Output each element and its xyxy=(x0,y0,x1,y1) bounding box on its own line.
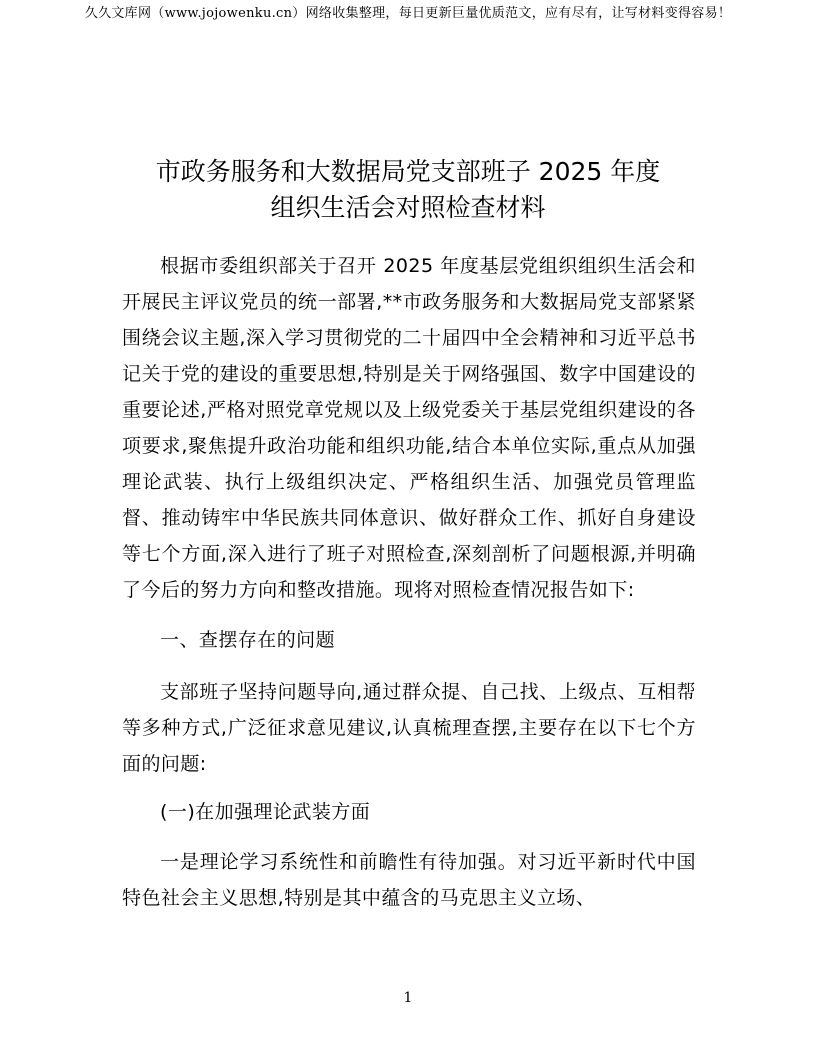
document-body xyxy=(122,248,696,916)
theory-paragraph: 一是理论学习系统性和前瞻性有待加强。对习近平新时代中国特色社会主义思想,特别是其中蕴含的马克思主义立场、 xyxy=(122,851,696,909)
document-title xyxy=(100,154,716,226)
subsection-heading-theory: (一)在加强理论武装方面 xyxy=(160,801,371,823)
section-heading-problems: 一、查摆存在的问题 xyxy=(160,629,336,651)
title-line-1: 市政务服务和大数据局党支部班子 2025 年度 xyxy=(155,157,661,186)
header-note: 久久文库网（www.jojowenku.cn）网络收集整理，每日更新巨量优质范文，应有尽有，让写材料变得容易！ xyxy=(84,6,732,21)
page-number: 1 xyxy=(403,990,413,1006)
intro-paragraph: 根据市委组织部关于召开 2025 年度基层党组织组织生活会和开展民主评议党员的统一部署,**市政务服务和大数据局党支部紧紧围绕会议主题,深入学习贯彻党的二十届四中全会精神和习近平总书记关于党的建设的重要思想,特别是关于网络强国、数字中国建设的重要论述,严格对照党章党规以及上级党委关于基层党组织建设的各项要求,聚焦提升政治功能和组织功能,结合本单位实际,重点从加强理论武装、执行上级组织决定、严格组织生活、加强党员管理监督、推动铸牢中华民族共同体意识、做好群众工作、抓好自身建设等七个方面,深入进行了班子对照检查,深刻剖析了问题根源,并明确了今后的努力方向和整改措施。现将对照检查情况报告如下: xyxy=(122,255,696,601)
problems-overview-paragraph: 支部班子坚持问题导向,通过群众提、自己找、上级点、互相帮等多种方式,广泛征求意见建议,认真梳理查摆,主要存在以下七个方面的问题: xyxy=(122,681,696,775)
title-line-2: 组织生活会对照检查材料 xyxy=(270,193,546,222)
